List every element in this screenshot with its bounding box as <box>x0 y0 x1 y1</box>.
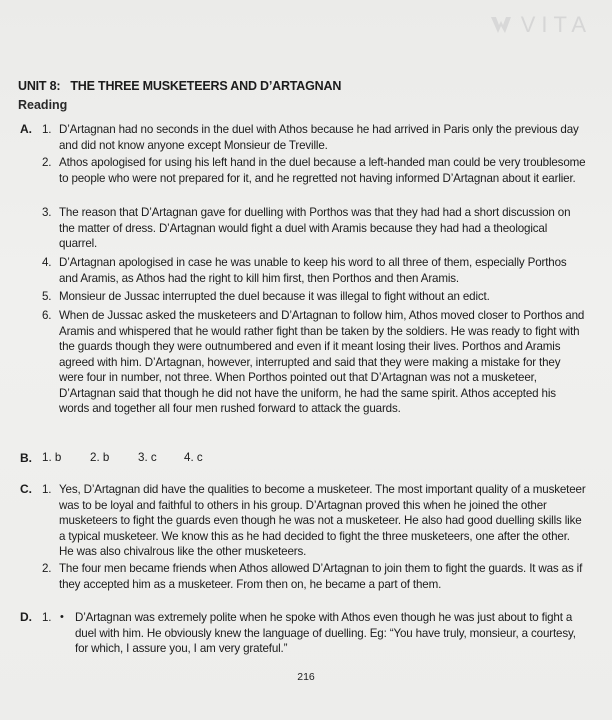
item-text: The reason that D’Artagnan gave for duelling with Porthos was that they had had a short discussion on the matter of dress. D’Artagnan would fight a duel with Aramis because they had had a theological quarrel. <box>59 206 571 250</box>
answer-item <box>42 610 587 657</box>
mcq-answer: 3. c <box>138 451 157 464</box>
mcq-answer: 1. b <box>42 451 62 464</box>
watermark <box>489 12 592 38</box>
item-number: 1. <box>42 611 52 624</box>
unit-name: THE THREE MUSKETEERS AND D’ARTAGNAN <box>70 79 342 93</box>
section-letter-b: B. <box>20 451 32 465</box>
answer-item <box>42 482 587 560</box>
section-letter-a: A. <box>20 122 32 136</box>
item-text: Monsieur de Jussac interrupted the duel because it was illegal to fight without an edict. <box>59 290 490 303</box>
mcq-answer: 2. b <box>90 451 110 464</box>
item-text: Athos apologised for using his left hand in the duel because a left-handed man could be very troublesome to people who were not prepared for it, and he regretted not having informed D’Artagnan about it earlier. <box>59 156 586 185</box>
unit-number: UNIT 8: <box>18 79 61 93</box>
section-heading: Reading <box>18 98 68 112</box>
item-number: 3. <box>42 206 52 219</box>
answer-item <box>42 205 587 252</box>
watermark-text: VITA <box>520 12 592 37</box>
item-text: D’Artagnan had no seconds in the duel with Athos because he had arrived in Paris only the previous day and did not know anyone except Monsieur de Treville. <box>59 123 579 152</box>
answer-item <box>42 255 587 286</box>
item-text: D’Artagnan was extremely polite when he spoke with Athos even though he was just about to fight a duel with him. He obviously knew the language of duelling. Eg: “You have truly, monsieur, a courtesy, for which, I assure you, I am very grateful.” <box>75 611 576 655</box>
mcq-answers <box>42 451 224 464</box>
answer-item <box>42 122 587 153</box>
item-text: Yes, D’Artagnan did have the qualities to become a musketeer. The most important quality of a musketeer was to be loyal and faithful to others in his group. D’Artagnan proved this when he joined the other musketeers to fight the guards even though he was not a musketeer. He also had good duelling skills like a typical musketeer. We know this as he had decided to fight the three musketeers, one after the other. He was also chivalrous like the other musketeers. <box>59 483 586 558</box>
answer-item <box>42 155 587 186</box>
item-number: 6. <box>42 309 52 322</box>
page-number: 216 <box>297 671 315 683</box>
mcq-answer: 4. c <box>184 451 203 464</box>
section-letter-d: D. <box>20 610 32 624</box>
item-text: D’Artagnan apologised in case he was unable to keep his word to all three of them, especially Porthos and Aramis, as Athos had the right to kill him first, then Porthos and then Aramis. <box>59 256 567 285</box>
item-number: 4. <box>42 256 52 269</box>
item-number: 5. <box>42 290 52 303</box>
answer-item <box>42 308 587 417</box>
item-number: 1. <box>42 123 52 136</box>
answer-item <box>42 289 587 305</box>
answer-item <box>42 561 587 592</box>
item-number: 1. <box>42 483 52 496</box>
bullet-icon: • <box>60 611 64 623</box>
item-number: 2. <box>42 562 52 575</box>
item-number: 2. <box>42 156 52 169</box>
item-text: The four men became friends when Athos allowed D’Artagnan to join them to fight the guards. It was as if they accepted him as a musketeer. From then on, he became a part of them. <box>59 562 583 591</box>
logo-icon <box>489 15 513 35</box>
item-text: When de Jussac asked the musketeers and D’Artagnan to follow him, Athos moved closer to Porthos and Aramis and whispered that he would rather fight than be taken by the soldiers. He was ready to fight with the guards though they were outnumbered and even if it meant losing their lives. Porthos and Aramis agreed with him. D’Artagnan, however, interrupted and said that they were making a mistake for they were four in number, not three. When Porthos pointed out that D’Artagnan was not a musketeer, D’Artagnan said that though he did not have the uniform, he had the same spirit. Athos accepted his words and together all four men rushed forward to attack the guards. <box>59 309 585 415</box>
section-letter-c: C. <box>20 482 32 496</box>
unit-title <box>18 79 341 93</box>
